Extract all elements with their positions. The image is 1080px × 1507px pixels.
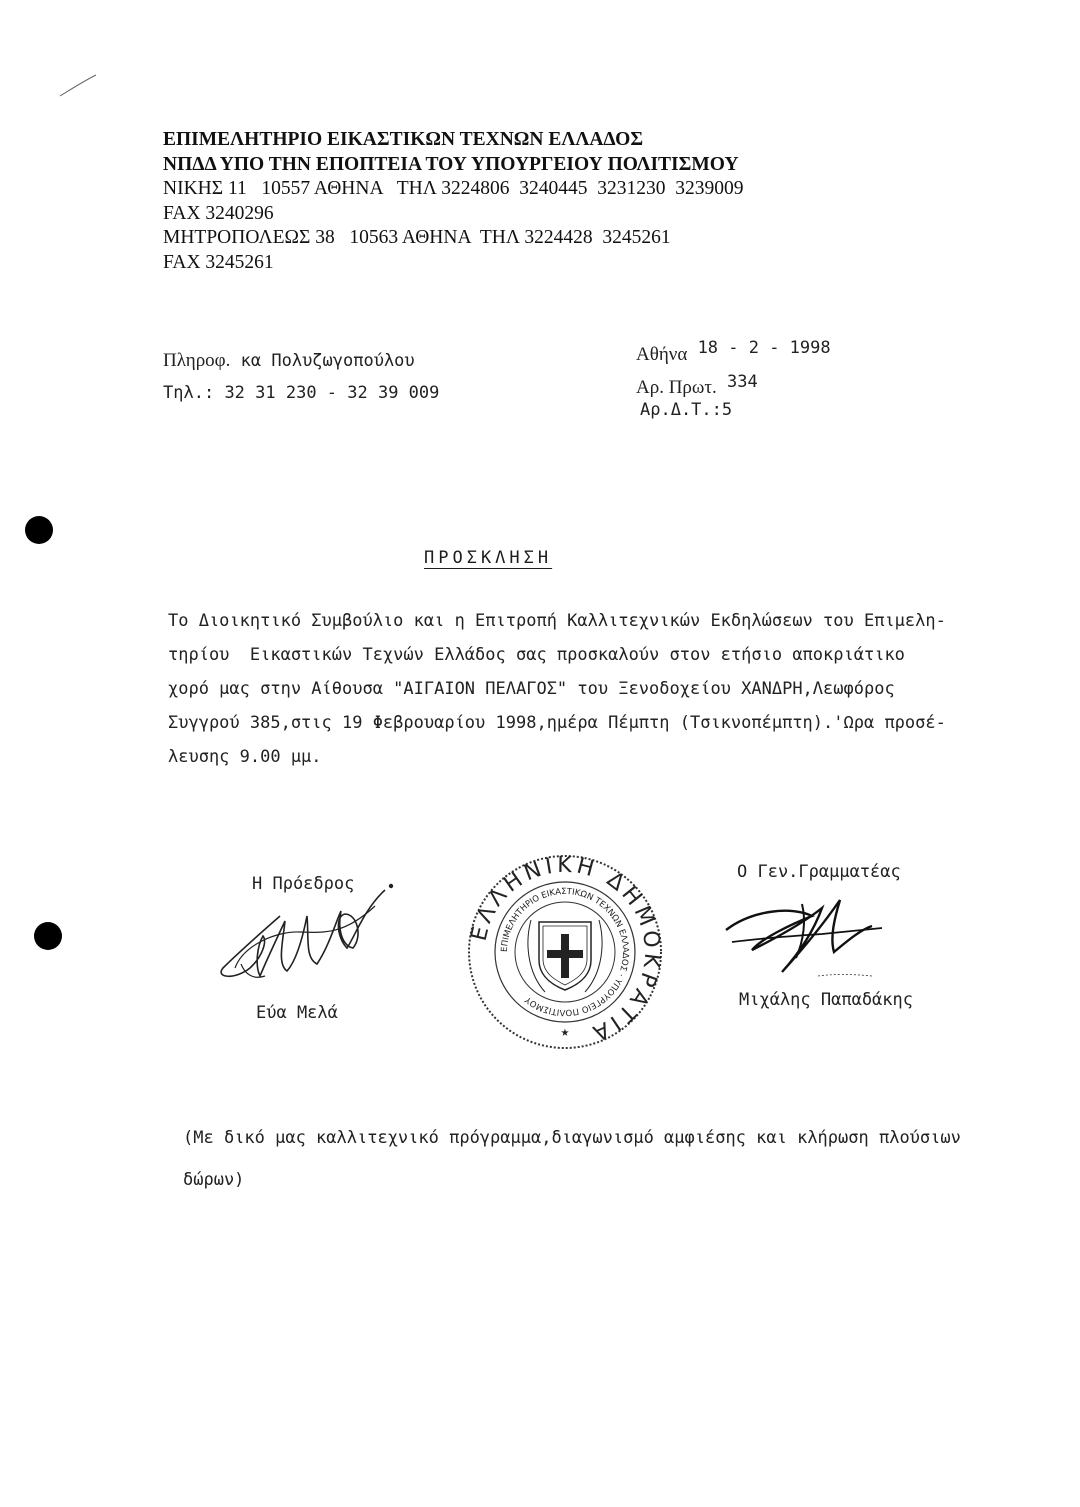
phone-label: Τηλ.:	[163, 383, 215, 403]
contact-info-line	[163, 350, 415, 372]
official-seal	[465, 852, 665, 1052]
board-line	[640, 400, 732, 420]
punch-hole-top	[25, 516, 53, 544]
org-name: ΕΠΙΜΕΛΗΤΗΡΙΟ ΕΙΚΑΣΤΙΚΩΝ ΤΕΧΝΩΝ ΕΛΛΑΔΟΣ	[163, 129, 644, 150]
secretary-title: Ο Γεν.Γραμματέας	[737, 862, 901, 882]
president-name: Εύα Μελά	[256, 1003, 338, 1023]
contact-phone-line	[163, 383, 439, 403]
document-title: ΠΡΟΣΚΛΗΣΗ	[424, 548, 553, 568]
board-value: 5	[721, 400, 733, 420]
program-note	[183, 1117, 961, 1201]
protocol-value: 334	[727, 372, 758, 392]
pen-stroke-mark	[58, 72, 100, 100]
protocol-line	[636, 372, 758, 399]
svg-text:ΕΛΛΗΝΙΚΗ ΔΗΜΟΚΡΑΤΙΑ: ΕΛΛΗΝΙΚΗ ΔΗΜΟΚΡΑΤΙΑ	[466, 852, 665, 1047]
address-line-1: ΝΙΚΗΣ 11 10557 ΑΘΗΝΑ ΤΗΛ 3224806 3240445 3231230 3239009	[163, 178, 744, 199]
body-line: λευσης 9.00 μμ.	[168, 747, 322, 767]
secretary-name: Μιχάλης Παπαδάκης	[739, 990, 913, 1010]
note-line: (Με δικό μας καλλιτεχνικό πρόγραμμα,διαγωνισμό αμφιέσης και κλήρωση πλούσιων	[183, 1128, 961, 1148]
svg-text:★: ★	[560, 1024, 570, 1040]
body-line: Συγγρού 385,στις 19 Φεβρουαρίου 1998,ημέρα Πέμπτη (Τσικνοπέμπτη).'Ωρα προσέ-	[168, 713, 946, 733]
address-line-2: ΜΗΤΡΟΠΟΛΕΩΣ 38 10563 ΑΘΗΝΑ ΤΗΛ 3224428 3245261	[163, 227, 671, 248]
president-title: Η Πρόεδρος	[252, 874, 355, 894]
president-signature	[205, 876, 405, 1006]
punch-hole-bottom	[34, 922, 62, 950]
city-label: Αθήνα	[636, 344, 688, 365]
note-line: δώρων)	[183, 1170, 245, 1190]
secretary-signature	[722, 890, 892, 980]
letterhead	[163, 128, 743, 275]
info-label: Πληροφ.	[163, 350, 231, 371]
board-label: Αρ.Δ.Τ.:	[640, 400, 722, 420]
org-status: ΝΠΔΔ ΥΠΟ ΤΗΝ ΕΠΟΠΤΕΙΑ ΤΟΥ ΥΠΟΥΡΓΕΙΟΥ ΠΟΛΙΤΙΣΜΟΥ	[163, 153, 739, 175]
fax-line-2: FAX 3245261	[163, 251, 274, 273]
protocol-label: Αρ. Πρωτ.	[636, 377, 717, 398]
svg-text:ΕΠΙΜΕΛΗΤΗΡΙΟ ΕΙΚΑΣΤΙΚΩΝ ΤΕΧΝΩΝ: ΕΠΙΜΕΛΗΤΗΡΙΟ ΕΙΚΑΣΤΙΚΩΝ ΤΕΧΝΩΝ ΕΛΛΑΔΟΣ · ΥΠΟΥΡΓΕΙΟ ΠΟΛΙΤΙΣΜΟΥ	[499, 886, 631, 1018]
body-line: Το Διοικητικό Συμβούλιο και η Επιτροπή Καλλιτεχνικών Εκδηλώσεων του Επιμελη-	[168, 611, 946, 631]
invitation-body	[168, 604, 1008, 774]
date-line	[636, 338, 831, 366]
body-line: χορό μας στην Αίθουσα "ΑΙΓΑΙΟΝ ΠΕΛΑΓΟΣ" του Ξενοδοχείου ΧΑΝΔΡΗ,Λεωφόρος	[168, 679, 895, 699]
phone-value: 32 31 230 - 32 39 009	[224, 383, 440, 403]
info-value: κα Πολυζωγοπούλου	[240, 351, 415, 371]
letter-date: 18 - 2 - 1998	[697, 338, 831, 358]
body-line: τηρίου Εικαστικών Τεχνών Ελλάδος σας προσκαλούν στον ετήσιο αποκριάτικο	[168, 645, 905, 665]
fax-line-1: FAX 3240296	[163, 202, 274, 224]
